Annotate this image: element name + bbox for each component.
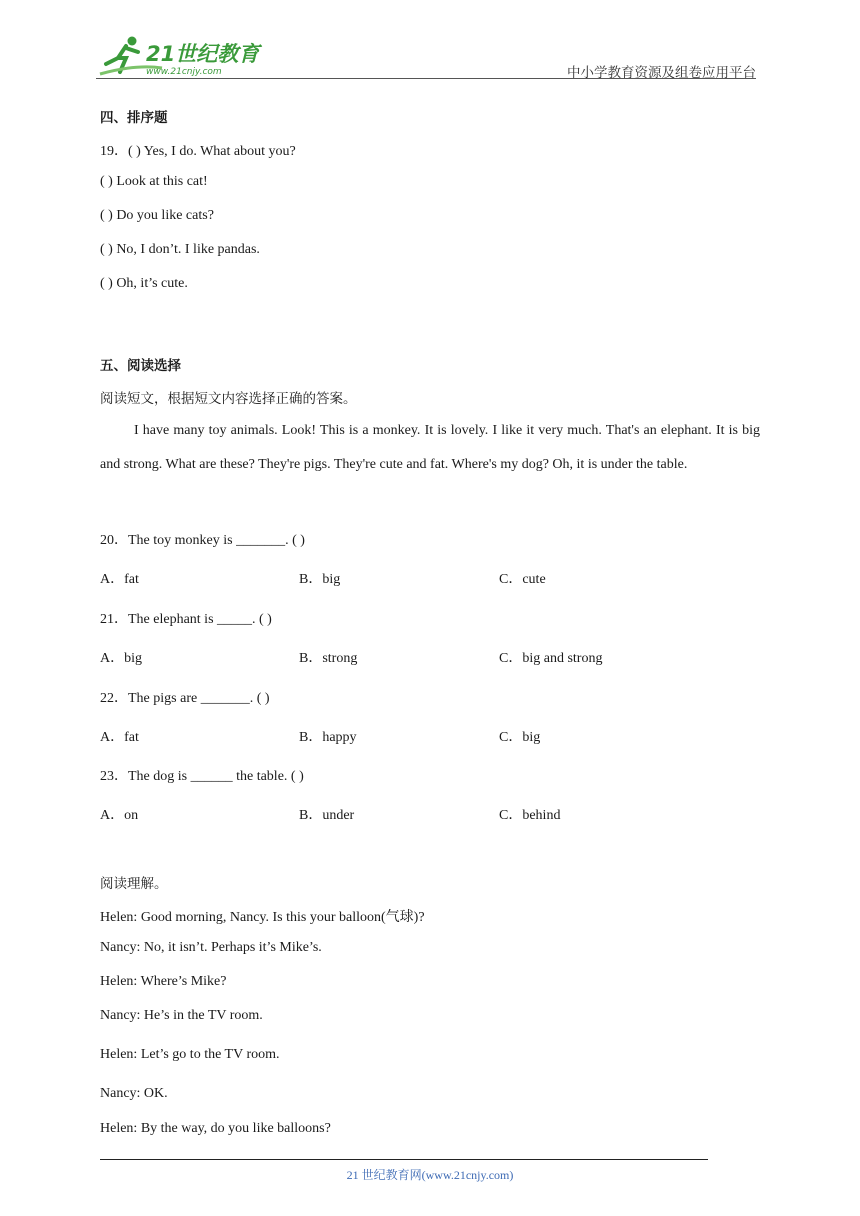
dialogue-line: Nancy: OK. (100, 1086, 168, 1101)
question-22: 22．The pigs are _______. ( ) (100, 691, 270, 706)
site-logo (96, 34, 266, 78)
footer-text: 21 世纪教育网(www.21cnjy.com) (346, 1168, 514, 1182)
option-c: C．behind (499, 808, 561, 823)
option-a: A．on (100, 808, 139, 823)
svg-text:www.21cnjy.com: www.21cnjy.com (146, 67, 222, 77)
option-b: B．strong (299, 651, 358, 666)
order-line: ( ) Oh, it’s cute. (100, 276, 188, 291)
option-a: A．big (100, 651, 142, 666)
reading-passage: I have many toy animals. Look! This is a monkey. It is lovely. I like it very much. That's an elephant. It is big and strong. What are these? They're pigs. They're cute and fat. Where's my dog? Oh, it is under the table. (100, 423, 760, 472)
section5-title: 五、阅读选择 (100, 358, 181, 374)
option-a: A．fat (100, 730, 139, 745)
option-a: A．fat (100, 572, 139, 587)
svg-text:21世纪教育: 21世纪教育 (146, 42, 260, 66)
dialogue-line: Helen: By the way, do you like balloons? (100, 1121, 331, 1136)
option-b: B．happy (299, 730, 357, 745)
option-c: C．big (499, 730, 541, 745)
section4-title: 四、排序题 (100, 110, 168, 126)
order-line: ( ) No, I don’t. I like pandas. (100, 242, 260, 257)
order-line: ( ) Look at this cat! (100, 174, 208, 189)
section5-instruction: 阅读短文，根据短文内容选择正确的答案。 (100, 391, 357, 407)
option-b: B．big (299, 572, 341, 587)
reading-title: 阅读理解。 (100, 876, 168, 892)
question-20: 20．The toy monkey is _______. ( ) (100, 533, 305, 548)
option-c: C．cute (499, 572, 546, 587)
dialogue-line: Helen: Good morning, Nancy. Is this your balloon(气球)? (100, 910, 425, 925)
dialogue-line: Helen: Where’s Mike? (100, 974, 227, 989)
question-21: 21．The elephant is _____. ( ) (100, 612, 272, 627)
dialogue-line: Helen: Let’s go to the TV room. (100, 1047, 280, 1062)
option-c: C．big and strong (499, 651, 603, 666)
option-b: B．under (299, 808, 355, 823)
dialogue-line: Nancy: He’s in the TV room. (100, 1008, 263, 1023)
question-23: 23．The dog is ______ the table. ( ) (100, 769, 304, 784)
header-platform-text: 中小学教育资源及组卷应用平台 (567, 65, 756, 81)
dialogue-line: Nancy: No, it isn’t. Perhaps it’s Mike’s. (100, 940, 322, 955)
footer-divider (100, 1159, 708, 1160)
order-line: ( ) Do you like cats? (100, 208, 214, 223)
header-divider (96, 78, 756, 79)
question-19: 19．( ) Yes, I do. What about you? (100, 144, 296, 159)
